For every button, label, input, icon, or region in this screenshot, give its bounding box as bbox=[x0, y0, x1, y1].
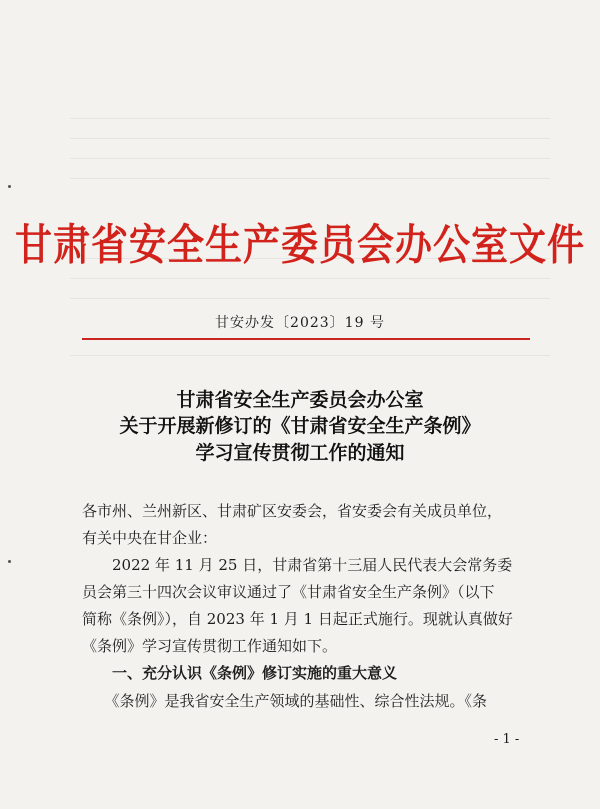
bleed-through-line bbox=[70, 355, 550, 356]
bleed-through-line bbox=[70, 298, 550, 299]
body-line-3: 2022 年 11 月 25 日，甘肃省第十三届人民代表大会常务委 bbox=[82, 556, 513, 574]
bleed-through-line bbox=[70, 278, 550, 279]
bleed-through-line bbox=[70, 118, 550, 119]
body-line-4: 员会第三十四次会议审议通过了《甘肃省安全生产条例》（以下 bbox=[82, 583, 495, 601]
bleed-through-line bbox=[70, 138, 550, 139]
body-line-1: 各市州、兰州新区、甘肃矿区安委会，省安委会有关成员单位， bbox=[82, 502, 503, 520]
bleed-through-line bbox=[70, 178, 550, 179]
section-1-heading: 一、充分认识《条例》修订实施的重大意义 bbox=[82, 664, 398, 682]
binding-hole-mark bbox=[8, 185, 11, 188]
body-line-2: 有关中央在甘企业： bbox=[82, 529, 218, 547]
document-number: 甘安办发〔2023〕19 号 bbox=[215, 315, 385, 331]
section-1-text: 《条例》是我省安全生产领域的基础性、综合性法规。《条 bbox=[82, 692, 488, 710]
binding-hole-mark bbox=[8, 560, 11, 563]
body-line-6: 《条例》学习宣传贯彻工作通知如下。 bbox=[82, 637, 338, 655]
red-separator-line bbox=[82, 338, 530, 340]
notice-title-line-2: 关于开展新修订的《甘肃省安全生产条例》 bbox=[119, 415, 481, 437]
bleed-through-line bbox=[70, 158, 550, 159]
body-line-5: 简称《条例》），自 2023 年 1 月 1 日起正式施行。现就认真做好 bbox=[82, 610, 513, 628]
notice-title-line-1: 甘肃省安全生产委员会办公室 bbox=[176, 389, 424, 411]
page-number: - 1 - bbox=[494, 732, 520, 747]
notice-title-line-3: 学习宣传贯彻工作的通知 bbox=[195, 442, 405, 464]
red-header-title: 甘肃省安全生产委员会办公室文件 bbox=[15, 220, 585, 270]
